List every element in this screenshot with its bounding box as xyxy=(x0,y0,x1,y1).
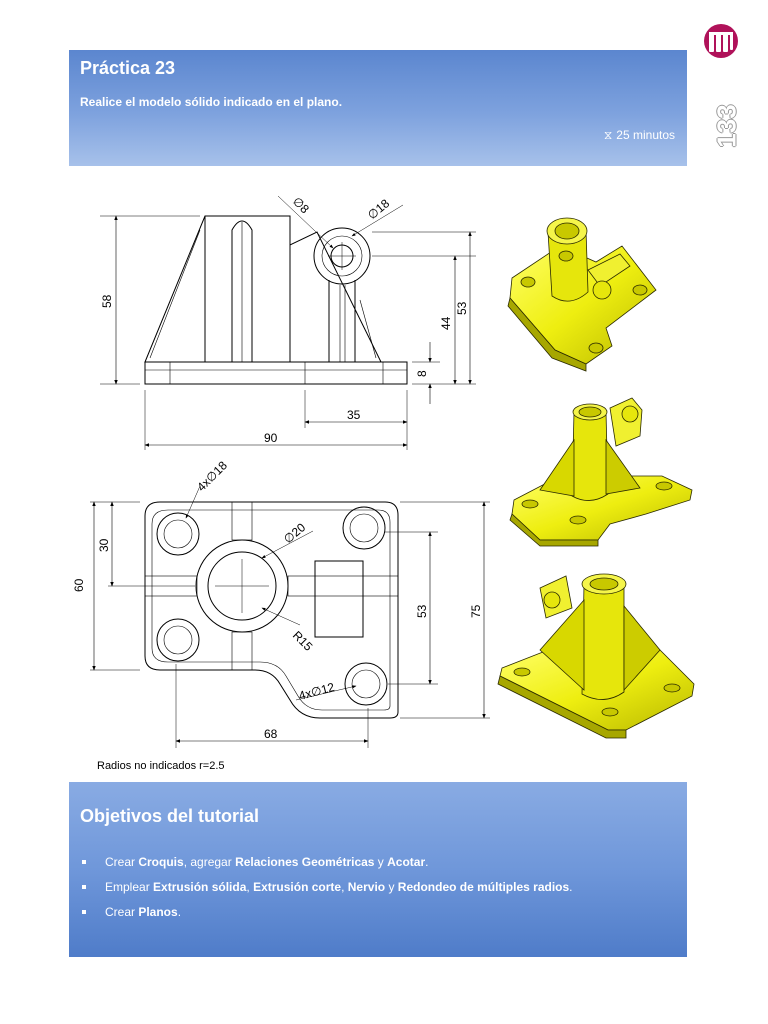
objective-keyword: Planos xyxy=(138,905,178,919)
dim-d18: ∅18 xyxy=(364,196,393,223)
objective-keyword: Nervio xyxy=(347,880,386,894)
dim-d8: ∅8 xyxy=(289,194,312,217)
dim-53: 53 xyxy=(455,301,469,315)
dim-8: 8 xyxy=(415,370,429,377)
radius-note: Radios no indicados r=2.5 xyxy=(97,760,225,772)
dim-75: 75 xyxy=(469,604,483,618)
objective-item xyxy=(80,875,573,900)
objective-item xyxy=(80,900,573,925)
objective-text: y xyxy=(385,880,398,894)
dim-35: 35 xyxy=(347,408,361,422)
model-isometric-view-2 xyxy=(510,398,692,546)
objective-text: , xyxy=(246,880,254,894)
objective-text: Crear xyxy=(105,905,139,919)
dim-30: 30 xyxy=(97,538,111,552)
top-view xyxy=(90,486,490,748)
objective-keyword: Extrusión corte xyxy=(253,880,342,894)
objective-text: . xyxy=(569,880,573,894)
objective-keyword: Acotar xyxy=(387,855,426,869)
dim-53-top: 53 xyxy=(415,604,429,618)
dim-4x-d18: 4x∅18 xyxy=(194,458,230,495)
model-isometric-view-3 xyxy=(498,574,694,738)
objective-text: Crear xyxy=(105,855,139,869)
dim-90: 90 xyxy=(264,431,278,445)
practice-title: Práctica 23 xyxy=(80,58,176,78)
objective-text: , agregar xyxy=(183,855,236,869)
objective-keyword: Redondeo de múltiples radios xyxy=(397,880,570,894)
dim-4x-d12: 4x∅12 xyxy=(297,679,337,703)
dim-d20: ∅20 xyxy=(280,520,309,547)
dim-r15: R15 xyxy=(289,628,316,654)
duration-label: 25 minutos xyxy=(616,128,675,142)
dim-68: 68 xyxy=(264,727,278,741)
objective-keyword: Croquis xyxy=(138,855,184,869)
dim-60: 60 xyxy=(72,578,86,592)
objective-text: Emplear xyxy=(105,880,154,894)
objective-text: , xyxy=(341,880,348,894)
objectives-box xyxy=(69,782,687,957)
objective-text: . xyxy=(177,905,182,919)
front-view xyxy=(100,196,476,450)
practice-instruction: Realice el modelo sólido indicado en el plano. xyxy=(80,95,343,109)
objectives-list xyxy=(80,850,573,925)
hourglass-icon: ⧖ xyxy=(603,128,613,142)
objective-text: y xyxy=(374,855,388,869)
objective-item xyxy=(80,850,573,875)
dim-58: 58 xyxy=(100,294,114,308)
model-isometric-view-1 xyxy=(508,218,656,371)
objective-text: . xyxy=(425,855,429,869)
page-number-text: 133 xyxy=(711,104,742,148)
objectives-title: Objetivos del tutorial xyxy=(80,806,260,826)
dim-44: 44 xyxy=(439,316,453,330)
objective-keyword: Relaciones Geométricas xyxy=(235,855,375,869)
objective-keyword: Extrusión sólida xyxy=(153,880,247,894)
